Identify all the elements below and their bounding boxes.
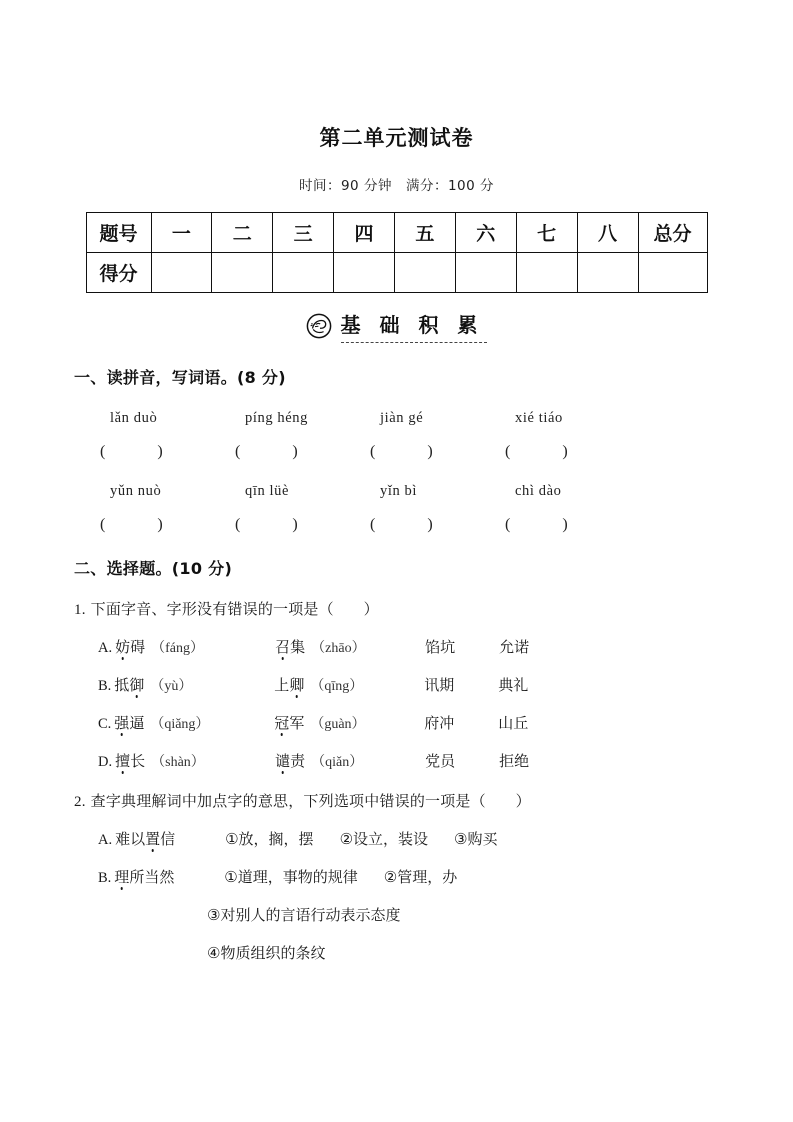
option-2b-continuation-4: ④物质组织的条纹: [207, 944, 326, 962]
option-word-4: 允诺: [499, 638, 530, 656]
score-table-col-total: 总分: [638, 213, 707, 253]
option-word-2-rest: 责: [290, 752, 306, 770]
question-one-section: [74, 365, 719, 534]
option-pinyin-2: （qīng）: [310, 679, 364, 694]
score-table: [86, 212, 708, 293]
option-letter: B.: [98, 870, 112, 886]
score-cell-7[interactable]: [516, 253, 577, 293]
page-title: 第二单元测试卷: [319, 126, 474, 150]
paren-close: ): [562, 516, 568, 533]
option-word-2-rest: 上: [274, 676, 290, 694]
option-pinyin-2: （qiǎn）: [311, 755, 364, 770]
emphasis-char: 理: [114, 868, 130, 886]
exam-total-score: 满分：100 分: [405, 178, 495, 194]
definition-1: ①道理，事物的规律: [224, 868, 358, 886]
option-1b[interactable]: [74, 674, 719, 695]
phrase-pre: 难以: [115, 830, 146, 848]
option-pinyin-1: （yù）: [150, 679, 193, 694]
score-cell-1[interactable]: [151, 253, 212, 293]
pinyin-1-1: lǎn duò: [110, 410, 158, 426]
option-word-2: [275, 636, 305, 657]
item-number: 1.: [74, 602, 86, 618]
option-pinyin-1: （fáng）: [151, 641, 205, 656]
score-table-row-label-2: 得分: [86, 253, 151, 293]
item-stem-text: 下面字音、字形没有错误的一项是（: [90, 600, 334, 618]
paren-open: (: [505, 516, 511, 533]
answer-blank-1-1[interactable]: [96, 443, 231, 461]
paren-open: (: [100, 516, 106, 533]
answer-blank-2-3[interactable]: [366, 516, 501, 534]
answer-blank-1-3[interactable]: [366, 443, 501, 461]
score-table-col-8: 八: [577, 213, 638, 253]
score-table-col-3: 三: [273, 213, 334, 253]
score-table-col-2: 二: [212, 213, 273, 253]
item-stem-text: 查字典理解词中加点字的意思，下列选项中错误的一项是（: [90, 792, 486, 810]
emphasis-char: 御: [129, 676, 145, 694]
paren-close: ): [157, 516, 163, 533]
emphasis-char: 卿: [289, 676, 305, 694]
section-banner: [74, 309, 719, 343]
option-2a[interactable]: [74, 828, 719, 849]
option-word-2-rest: 军: [289, 714, 305, 732]
option-1a[interactable]: [74, 636, 719, 657]
emphasis-char: 强: [114, 714, 130, 732]
pinyin-2-4: chì dào: [515, 483, 562, 499]
definition-1: ①放，搁，摆: [225, 830, 314, 848]
option-word-4: 拒绝: [499, 752, 530, 770]
paren-open: (: [370, 516, 376, 533]
question-2-item-2-stem: [74, 790, 719, 811]
emphasis-char: 置: [145, 830, 161, 848]
option-word-2: [274, 712, 304, 733]
definition-2: ②设立，装设: [339, 830, 429, 848]
answer-blank-1-4[interactable]: [501, 443, 636, 461]
pinyin-1-2: píng héng: [245, 410, 308, 426]
answer-blank-2-4[interactable]: [501, 516, 636, 534]
option-word-1: [114, 712, 144, 733]
answer-blank-1-2[interactable]: [231, 443, 366, 461]
exam-time: 时间：90 分钟: [298, 178, 392, 194]
option-word-1-rest: 碍: [130, 638, 146, 656]
table-row-scores: [86, 253, 707, 293]
paren-open: (: [235, 516, 241, 533]
option-word-1-rest: 抵: [114, 676, 130, 694]
phrase-post: 信: [160, 830, 176, 848]
option-word-2: [275, 750, 305, 771]
option-letter: A.: [98, 832, 113, 848]
paren-close: ): [292, 443, 298, 460]
score-table-col-5: 五: [395, 213, 456, 253]
question-two-heading: 二、选择题。(10 分): [74, 559, 233, 578]
option-2b-continuation-3: ③对别人的言语行动表示态度: [207, 906, 401, 924]
option-word-3: 馅坑: [425, 638, 456, 656]
score-table-row-label-1: 题号: [86, 213, 151, 253]
score-table-col-7: 七: [516, 213, 577, 253]
option-word-3: 讯期: [424, 676, 455, 694]
exam-meta: [74, 174, 719, 194]
fist-circle-icon: [306, 313, 332, 339]
pinyin-row-2: [74, 483, 719, 500]
pinyin-row-1: [74, 410, 719, 427]
definition-3: ③购买: [454, 830, 498, 848]
question-2-item-1-stem: [74, 598, 719, 619]
item-number: 2.: [74, 794, 86, 810]
paren-close: ): [427, 516, 433, 533]
score-cell-6[interactable]: [455, 253, 516, 293]
pinyin-2-3: yǐn bì: [380, 483, 418, 499]
score-cell-4[interactable]: [334, 253, 395, 293]
table-row-headers: [86, 213, 707, 253]
option-word-1-rest: 逼: [129, 714, 145, 732]
paren-close: ): [292, 516, 298, 533]
option-pinyin-1: （shàn）: [151, 755, 205, 770]
paren-open: (: [100, 443, 106, 460]
paren-close: ): [562, 443, 568, 460]
option-word-4: 山丘: [498, 714, 529, 732]
score-cell-3[interactable]: [273, 253, 334, 293]
option-word-3: 府冲: [424, 714, 455, 732]
banner-dashed-underline: [341, 342, 488, 343]
option-letter: D.: [98, 754, 113, 770]
option-phrase: [115, 828, 225, 849]
option-1c[interactable]: [74, 712, 719, 733]
phrase-post: 所当然: [129, 868, 175, 886]
paren-close: ): [427, 443, 433, 460]
answer-bracket-row-1: [74, 443, 719, 461]
option-letter: C.: [98, 716, 112, 732]
score-table-container: [74, 212, 719, 293]
pinyin-1-4: xié tiáo: [515, 410, 563, 426]
option-phrase: [114, 866, 224, 887]
question-one-heading: 一、读拼音，写词语。(8 分): [74, 368, 286, 387]
option-1d[interactable]: [74, 750, 719, 771]
paren-close: ): [157, 443, 163, 460]
score-table-col-1: 一: [151, 213, 212, 253]
option-letter: A.: [98, 640, 113, 656]
score-cell-2[interactable]: [212, 253, 273, 293]
emphasis-char: 妨: [115, 638, 131, 656]
option-letter: B.: [98, 678, 112, 694]
item-answer-paren-close: ）: [363, 600, 379, 618]
emphasis-char: 冠: [274, 714, 290, 732]
pinyin-2-1: yǔn nuò: [110, 483, 162, 499]
option-pinyin-2: （zhāo）: [311, 641, 366, 656]
question-two-section: [74, 556, 719, 963]
score-table-col-6: 六: [455, 213, 516, 253]
option-word-2: [274, 674, 304, 695]
item-answer-paren-close: ）: [515, 792, 531, 810]
emphasis-char: 谴: [275, 752, 291, 770]
answer-bracket-row-2: [74, 516, 719, 534]
answer-blank-2-1[interactable]: [96, 516, 231, 534]
emphasis-char: 擅: [115, 752, 131, 770]
score-table-col-4: 四: [334, 213, 395, 253]
option-word-1: [114, 674, 144, 695]
option-pinyin-1: （qiǎng）: [150, 717, 210, 732]
answer-blank-2-2[interactable]: [231, 516, 366, 534]
score-cell-5[interactable]: [395, 253, 456, 293]
option-word-2-rest: 集: [290, 638, 306, 656]
option-2b[interactable]: [74, 866, 719, 887]
paren-open: (: [505, 443, 511, 460]
option-word-1: [115, 750, 145, 771]
section-banner-label: 基 础 积 累: [340, 313, 484, 337]
pinyin-2-2: qīn lüè: [245, 483, 290, 499]
option-word-4: 典礼: [498, 676, 529, 694]
option-word-1-rest: 长: [130, 752, 146, 770]
option-word-3: 党员: [425, 752, 456, 770]
emphasis-char: 召: [275, 638, 291, 656]
paren-open: (: [370, 443, 376, 460]
score-cell-8[interactable]: [577, 253, 638, 293]
option-pinyin-2: （guàn）: [310, 717, 366, 732]
pinyin-1-3: jiàn gé: [380, 410, 424, 426]
score-cell-total[interactable]: [638, 253, 707, 293]
definition-2: ②管理，办: [383, 868, 458, 886]
option-word-1: [115, 636, 145, 657]
paren-open: (: [235, 443, 241, 460]
